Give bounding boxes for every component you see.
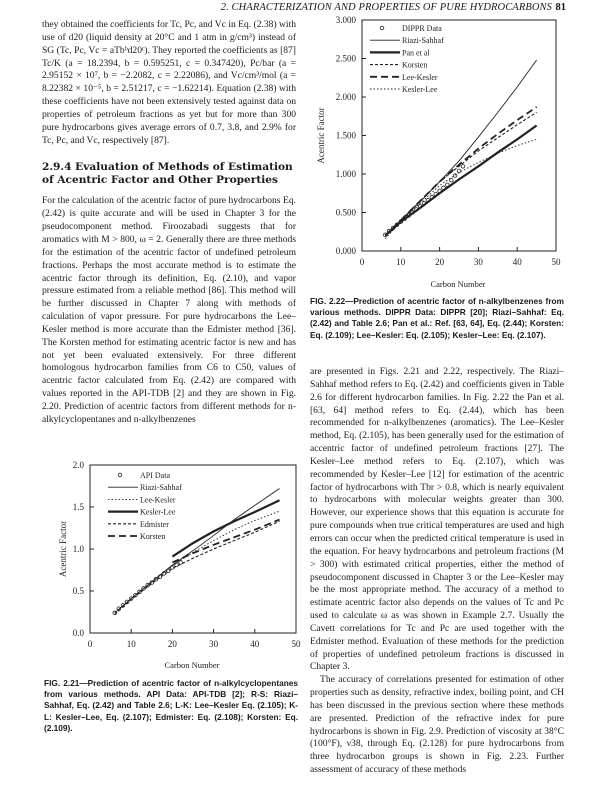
x-tick-label: 10: [396, 257, 406, 267]
y-tick-label: 2.000: [335, 92, 356, 102]
y-tick-label: 1.500: [335, 130, 356, 141]
x-tick-label: 50: [291, 639, 301, 649]
x-tick-label: 50: [551, 257, 561, 267]
x-tick-label: 10: [126, 639, 136, 649]
legend-label: Kesler-Lee: [402, 85, 438, 94]
plot-frame: [362, 20, 556, 251]
y-tick-label: 0.5: [72, 586, 84, 596]
y-tick-label: 2.0: [72, 460, 84, 470]
running-header: 2. CHARACTERIZATION AND PROPERTIES OF PURE HYDROCARBONS: [220, 2, 552, 13]
legend-marker: [380, 26, 384, 30]
x-tick-label: 0: [359, 257, 365, 267]
fig22-x-axis-label: Carbon Number: [430, 279, 486, 289]
legend-label: Lee-Kesler: [402, 72, 438, 82]
legend-label: Lee-Kesler: [140, 495, 176, 505]
x-tick-label: 40: [250, 639, 260, 649]
x-tick-label: 30: [209, 639, 219, 649]
y-tick-label: 1.000: [335, 169, 356, 179]
y-tick-label: 2.500: [335, 53, 356, 64]
legend-label: Kesler-Lee: [140, 507, 176, 517]
paragraph: The accuracy of correlations presented for estimation of other properties such as density, refractive index, boiling point, and CH has been discussed in the previous section where these methods are presented. Prediction of the refractive index for pure hydrocarbons is shown in Fig. 2.9. Prediction of viscosity at 38°C (100°F), ν38, through Eq. (2.128) for pure hydrocarbons from three hydrocarbon groups is shown in Fig. 2.23. Further assessment of accuracy of these methods: [310, 674, 564, 776]
y-axis-label: Acentric Factor: [316, 107, 326, 164]
x-tick-label: 0: [87, 639, 93, 649]
x-tick-label: 20: [435, 257, 445, 267]
y-tick-label: 0.000: [335, 246, 356, 256]
legend-label: DIPPR Data: [402, 24, 442, 33]
y-tick-label: 1.5: [72, 502, 84, 512]
data-point: [461, 165, 465, 169]
right-column: [310, 366, 564, 777]
y-tick-label: 1.0: [72, 544, 84, 554]
y-tick-label: 0.0: [72, 628, 84, 638]
data-point: [457, 169, 461, 173]
paragraph: they obtained the coefficients for Tc, Pc, and Vc in Eq. (2.38) with use of d20 (liquid density at 20°C and 1 atm in g/cm³) instead of SG (Tc, Pc, Vc = aTbᵇd20ᶜ). They reported the coefficients as [87] Tc/K (a = 18.2394, b = 0.595251, c = 0.347420), Pc/bar (a = 2.95152 × 10⁷, b = −2.2082, c = 2.22086), and Vc/cm³/mol (a = 8.22382 × 10⁻⁵, b = 2.51217, c = −1.62214). Equation (2.38) with these coefficients have not been extensively tested against data on properties of petroleum fractions as yet but for more than 300 pure hydrocarbons gives average errors of 0.7, 3.8, and 2.9% for Tc, Pc, and Vc, respectively [87].: [42, 19, 296, 146]
figure-2-22-caption: FIG. 2.22—Prediction of acentric factor of n-alkylbenzenes from various methods. DIPPR Data: DIPPR [20]; Riazi–Sahhaf: Eq. (2.42) and Table 2.6; Pan et al.: Ref. [63, 64], Eq. (2.44); Korsten: Eq. (2.109); Lee–Kesler: Eq. (2.105); Kesler–Lee: Eq. (2.107).: [310, 296, 564, 340]
legend-label: Riazi-Sahhaf: [140, 483, 182, 493]
legend-label: Korsten: [402, 60, 428, 70]
paragraph: For the calculation of the acentric factor of pure hydrocarbons Eq. (2.42) is quite accurate and will be used in Chapter 3 for the pseudocomponent method. Firoozabadi suggests that for aromatics with M > 800, ω = 2. Generally there are three methods for the estimation of the acentric factor of undefined petroleum fractions. Perhaps the most accurate method is to estimate the acentric factor through its definition, Eq. (2.10), and vapor pressure estimated from a reliable method [86]. This method will be further discussed in Chapter 7 along with methods of calculation of vapor pressure. For pure hydrocarbons the Lee–Kesler method is more accurate than the Edmister method [36]. The Korsten method for estimating acentric factor is new and has not yet been evaluated extensively. For three different homologous hydrocarbon families from C6 to C50, values of acentric factor calculated from Eq. (2.42) are compared with values reported in the API-TDB [2] and they are shown in Fig. 2.20. Prediction of acentric factors from different methods for n-alkylcyclopentanes and n-alkylbenzenes: [42, 195, 296, 425]
legend-label: API Data: [140, 471, 170, 480]
figure-2-21-caption: FIG. 2.21—Prediction of acentric factor of n-alkylcyclopentanes from various methods. API Data: API-TDB [2]; R-S: Riazi–Sahhaf, Eq. (2.42) and Table 2.6; L-K: Lee–Kesler Eq. (2.105); K-L: Kesler–Lee, Eq. (2.107); Edmister: Eq. (2.108); Korsten: Eq. (2.109).: [44, 678, 298, 733]
legend-label: Edmister: [140, 519, 169, 529]
series-riazi-sahhaf: [370, 36, 537, 235]
series-lee-kesler: [370, 73, 537, 236]
y-axis-label: Acentric Factor: [58, 520, 68, 578]
y-tick-label: 3.000: [335, 15, 356, 25]
x-tick-label: 30: [473, 257, 483, 267]
fig21-x-axis-label: Carbon Number: [164, 660, 220, 670]
x-tick-label: 40: [512, 257, 522, 267]
series-line: [385, 139, 536, 238]
series-kesler-lee: [370, 85, 537, 239]
section-heading: 2.9.4 Evaluation of Methods of Estimation of Acentric Factor and Other Properties: [42, 161, 293, 187]
page-number: 81: [555, 2, 566, 13]
legend-label: Korsten: [140, 532, 166, 541]
legend-label: Riazi-Sahhaf: [402, 36, 444, 46]
series-line: [385, 125, 536, 235]
legend-label: Pan et al: [402, 48, 430, 58]
data-point: [453, 174, 457, 178]
paragraph: are presented in Figs. 2.21 and 2.22, respectively. The Riazi–Sahhaf method refers to Eq. (2.42) and coefficients given in Table 2.6 for different hydrocarbon families. In Fig. 2.22 the Pan et al. [63, 64] method refers to Eq. (2.44), which has been recommended for n-alkylbenzenes (aromatics). The Lee–Kesler method, Eq. (2.105), has been generally used for the estimation of accentric factor of undefined petroleum fractions [27]. The Kesler–Lee method refers to Eq. (2.107), which was recommended by Kesler–Lee [12] for estimation of the acentric factor of hydrocarbons with Tbr > 0.8, which is nearly equivalent to hydrocarbons with molecular weights greater than 300. However, our experience shows that this equation is accurate for pure compounds when true critical temperatures are used and high errors can occur when the predicted critical temperature is used in the equation. For heavy hydrocarbons and petroleum fractions (M > 300) with estimated critical properties, either the method of pseudocomponent discussed in Chapter 3 or the Lee–Kesler may be the most appropriate method. The accuracy of a method to estimate acentric factor also depends on the values of Tc and Pc used to calculate ω as was shown in Example 2.7. Usually the Cavett correlations for Tc and Pc are used together with the Edmister method. Evaluation of these methods for the prediction of properties of undefined petroleum fractions is discussed in Chapter 3.: [310, 366, 564, 673]
series-korsten: [370, 61, 537, 236]
x-tick-label: 20: [167, 639, 177, 649]
y-tick-label: 0.500: [335, 207, 356, 218]
